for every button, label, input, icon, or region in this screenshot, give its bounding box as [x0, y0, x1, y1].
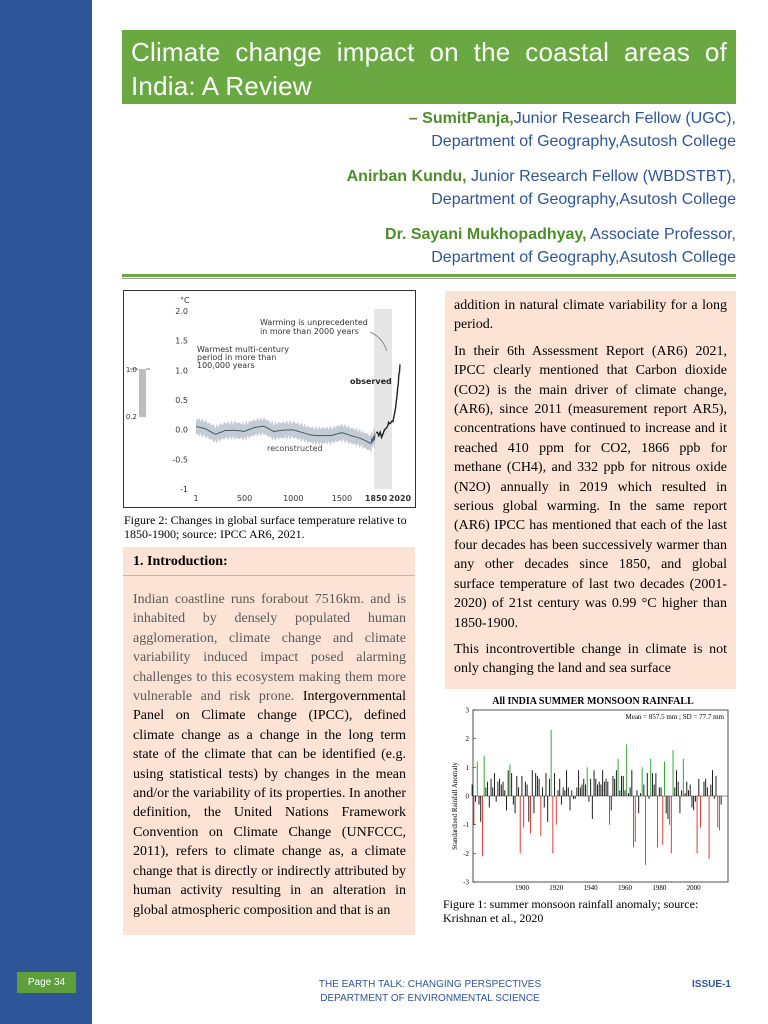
- rainfall-bar: [717, 796, 718, 828]
- footer-line-1: THE EARTH TALK: CHANGING PERSPECTIVES: [318, 979, 542, 990]
- rainfall-bar: [597, 785, 598, 796]
- rainfall-bar: [570, 796, 571, 810]
- rainfall-bar: [539, 779, 540, 796]
- rainfall-bar: [544, 796, 545, 807]
- rainfall-bar: [705, 779, 706, 796]
- rainfall-bar: [604, 782, 605, 796]
- rainfall-bar: [568, 787, 569, 796]
- rainfall-bar: [685, 793, 686, 796]
- rainfall-bar: [497, 782, 498, 796]
- rainfall-bar: [477, 762, 478, 796]
- rainfall-bar: [690, 785, 691, 796]
- rainfall-bar: [472, 785, 473, 796]
- author-role: Junior Research Fellow (WBDSTBT),: [466, 168, 736, 185]
- rainfall-bar: [520, 796, 521, 853]
- rainfall-bar: [707, 787, 708, 796]
- rainfall-y-tick: 1: [465, 763, 469, 772]
- section-divider: [123, 575, 415, 576]
- rainfall-x-tick: 1940: [583, 884, 598, 892]
- author-name: Anirban Kundu,: [346, 168, 467, 185]
- rainfall-bar: [499, 779, 500, 796]
- rainfall-bar: [571, 790, 572, 796]
- author-dept: Department of Geography,Asutosh College: [431, 133, 736, 150]
- figure-temperature-chart: [123, 290, 416, 508]
- rainfall-bar: [697, 796, 698, 853]
- x-tick-label: 1850: [364, 494, 388, 503]
- rainfall-bar: [583, 779, 584, 796]
- rainfall-bar: [558, 790, 559, 796]
- rainfall-bar: [637, 790, 638, 796]
- rainfall-bar: [473, 796, 474, 825]
- rainfall-bar: [635, 796, 636, 842]
- y-tick-label: 0.5: [175, 396, 188, 405]
- rainfall-bar: [645, 796, 646, 865]
- rainfall-bar: [650, 759, 651, 796]
- intro-text-grey: Indian coastline runs forabout 7516km. and is inhabited by densely populated human agglomeration, climate change and climate variability induced impact posed alarming challenges to this ecosystem making them more vulnerable and risk prone.: [133, 592, 406, 705]
- figure-rainfall-chart: [443, 690, 738, 896]
- rainfall-bar: [626, 744, 627, 796]
- rainfall-bar: [576, 787, 577, 796]
- y-tick-label: -1: [180, 485, 188, 494]
- x-tick-label: 500: [236, 494, 253, 503]
- rainfall-bar: [625, 790, 626, 796]
- rainfall-bar: [494, 773, 495, 796]
- y-tick-label: 2.0: [175, 307, 188, 316]
- rainfall-bar: [489, 796, 490, 807]
- rainfall-x-tick: 1960: [617, 884, 632, 892]
- rainfall-bar: [638, 796, 639, 813]
- article-title: [131, 35, 727, 103]
- rainfall-bar: [542, 787, 543, 796]
- rainfall-bar: [602, 770, 603, 796]
- rainfall-bar: [609, 796, 610, 825]
- rainfall-chart-title: All INDIA SUMMER MONSOON RAINFALL: [492, 696, 694, 707]
- rainfall-bar: [575, 796, 576, 799]
- rainfall-bar: [642, 767, 643, 796]
- author-name: Dr. Sayani Mukhopadhyay,: [385, 226, 587, 243]
- rainfall-bar: [482, 796, 483, 856]
- author-1: [176, 107, 736, 153]
- rainfall-bar: [530, 796, 531, 833]
- rainfall-bar: [678, 782, 679, 796]
- temperature-chart-svg: [124, 291, 415, 507]
- author-prefix: –: [408, 110, 423, 127]
- rainfall-bar: [594, 770, 595, 796]
- rainfall-bar: [640, 793, 641, 796]
- rainfall-bar: [487, 782, 488, 796]
- rainfall-bar: [679, 796, 680, 813]
- rainfall-bar: [501, 785, 502, 796]
- rainfall-bar: [532, 770, 533, 796]
- rainfall-bar: [506, 796, 507, 810]
- rainfall-bar: [607, 782, 608, 796]
- annotation-warmest-2: period in more than: [197, 353, 277, 362]
- annotation-unprecedented-2: in more than 2000 years: [260, 327, 359, 336]
- rainfall-bar: [475, 796, 476, 802]
- rainfall-bar: [585, 785, 586, 796]
- rainfall-bar: [479, 796, 480, 805]
- annotation-unprecedented-1: Warming is unprecedented: [260, 318, 368, 327]
- rainfall-bar: [578, 770, 579, 796]
- rainfall-bar: [671, 796, 672, 853]
- rainfall-bar: [631, 770, 632, 796]
- rainfall-bar: [556, 796, 557, 825]
- rainfall-bar: [515, 796, 516, 813]
- rainfall-bar: [518, 787, 519, 796]
- introduction-paragraph: [133, 590, 406, 920]
- rainfall-bar: [673, 750, 674, 796]
- rainfall-x-tick: 1920: [549, 884, 564, 892]
- rainfall-bar: [563, 787, 564, 796]
- rainfall-bar: [688, 790, 689, 796]
- rainfall-y-tick: -3: [463, 878, 469, 887]
- rainfall-bar: [587, 767, 588, 796]
- rainfall-bar: [599, 782, 600, 796]
- x-tick-label: 1500: [331, 494, 353, 503]
- rainfall-bar: [491, 779, 492, 796]
- rainfall-bar: [700, 796, 701, 828]
- x-tick-label: 1: [193, 494, 199, 503]
- rainfall-bar: [674, 787, 675, 796]
- rainfall-bar: [508, 770, 509, 796]
- rainfall-bar: [712, 770, 713, 796]
- rainfall-bar: [633, 796, 634, 848]
- rainfall-bar: [657, 796, 658, 848]
- rainfall-bar: [590, 779, 591, 796]
- rainfall-bar: [523, 796, 524, 828]
- section-heading: 1. Introduction:: [133, 554, 228, 569]
- rainfall-bar: [654, 785, 655, 796]
- rainfall-bar: [480, 796, 481, 822]
- rainfall-bar: [592, 796, 593, 819]
- rainfall-bar: [561, 796, 562, 805]
- rainfall-bar: [618, 759, 619, 796]
- rainfall-bar: [533, 796, 534, 813]
- issue-label: ISSUE-1: [692, 979, 731, 990]
- rainfall-y-tick: 0: [465, 792, 469, 801]
- author-role: Junior Research Fellow (UGC),: [513, 110, 736, 127]
- rainfall-bar: [623, 776, 624, 796]
- rainfall-bar: [606, 779, 607, 796]
- rainfall-bar: [652, 773, 653, 796]
- rainfall-bar: [573, 796, 574, 799]
- rainfall-x-tick: 1980: [652, 884, 667, 892]
- rainfall-bar: [659, 787, 660, 796]
- rainfall-y-tick: 3: [465, 706, 469, 715]
- rainfall-bar: [693, 796, 694, 810]
- introduction-section: [123, 547, 415, 935]
- rainfall-bar: [504, 790, 505, 796]
- rainfall-bar: [516, 776, 517, 796]
- rainfall-bar: [709, 796, 710, 859]
- title-banner: [122, 30, 736, 104]
- rainfall-bar: [484, 756, 485, 796]
- rainfall-y-tick: -1: [463, 821, 469, 830]
- rainfall-bar: [719, 796, 720, 830]
- rainfall-bar: [619, 790, 620, 796]
- y-tick-label: 1.5: [175, 336, 188, 346]
- rainfall-x-tick: 1900: [514, 884, 529, 892]
- rainfall-bar: [485, 787, 486, 796]
- rainfall-bar: [511, 773, 512, 796]
- y-tick-label: 0.0: [175, 425, 188, 435]
- rainfall-bar: [559, 779, 560, 796]
- annotation-warmest-3: 100,000 years: [197, 361, 255, 370]
- author-3: [176, 223, 736, 269]
- author-dept: Department of Geography,Asutosh College: [431, 249, 736, 266]
- rainfall-bar: [616, 770, 617, 796]
- title-line-2: India: A Review: [131, 71, 312, 101]
- rainfall-chart-svg: [443, 690, 738, 896]
- rainfall-bar: [552, 796, 553, 853]
- rainfall-bar: [540, 796, 541, 836]
- observed-label: observed: [350, 377, 392, 386]
- rainfall-bar: [554, 773, 555, 796]
- rainfall-bar: [695, 796, 696, 802]
- y-tick-label: 1.0: [175, 366, 188, 376]
- rainfall-bar: [681, 790, 682, 796]
- rainfall-bar: [710, 785, 711, 796]
- rainfall-bar: [667, 796, 668, 819]
- rainfall-bar: [643, 785, 644, 796]
- rainfall-bar: [611, 796, 612, 810]
- y-unit-label: °C: [180, 296, 190, 305]
- author-name: SumitPanja,: [422, 110, 514, 127]
- rainfall-bar: [513, 796, 514, 805]
- divider-green: [122, 274, 736, 277]
- rainfall-bar: [549, 779, 550, 796]
- rainfall-annotation: Mean = 857.5 mm ; SD = 77.7 mm: [625, 713, 724, 721]
- divider-grey: [122, 278, 736, 279]
- right-column-text: [445, 291, 736, 689]
- title-line-1: Climate change impact on the coastal areas of: [131, 37, 727, 67]
- rainfall-y-tick: -2: [463, 849, 469, 858]
- rainfall-bar: [535, 773, 536, 796]
- rainfall-bar: [676, 770, 677, 796]
- side-label-bottom: 0.2: [125, 413, 137, 421]
- rainfall-bar: [721, 796, 722, 805]
- right-paragraph-2: In their 6th Assessment Report (AR6) 2021, IPCC clearly mentioned that Carbon dioxide (CO2) is the main driver of climate change, (AR6), since 2011 (measurement report AR5), concentrations have continued to increase and it reached 410 ppm for CO2, 1866 ppb for methane (CH4), and 332 ppb for nitrous oxide (N2O) annually in 2019 which resulted in serious global warming. In the same report (AR6) IPCC has mentioned that each of the last four decades has been successively warmer than any other decades since 1850, and global surface temperature of last two decades (2001-2020) of 21st century was 0.99 °C higher than 1850-1900.: [454, 343, 727, 631]
- rainfall-bar: [521, 776, 522, 796]
- rainfall-bar: [612, 776, 613, 796]
- right-paragraph-3: This incontrovertible change in climate is not only changing the land and sea surface: [454, 641, 727, 677]
- author-2: [176, 165, 736, 211]
- rainfall-bar: [588, 796, 589, 802]
- rainfall-bar: [537, 776, 538, 796]
- rainfall-bar: [698, 779, 699, 796]
- rainfall-bar: [649, 796, 650, 799]
- rainfall-bar: [628, 793, 629, 796]
- annotation-warmest-1: Warmest multi-century: [197, 345, 289, 354]
- side-range-bar: [139, 369, 146, 417]
- author-dept: Department of Geography,Asutosh College: [431, 191, 736, 208]
- rainfall-bar: [669, 796, 670, 825]
- rainfall-bar: [661, 787, 662, 796]
- rainfall-bar: [547, 796, 548, 822]
- intro-text-black: Intergovernmental Panel on Climate change (IPCC), defined climate change as a change in the long term state of the climate that can be identified (e.g. using statistical tests) by changes in the mean and/or the variability of its properties. In another definition, the United Nations Framework Convention on Climate Change (UNFCCC, 2011), refers to climate change as, a climate change that is directly or indirectly attributed by human activity resulting in an alteration in global atmospheric composition and that is an: [133, 689, 406, 918]
- rainfall-bar: [595, 779, 596, 796]
- rainfall-bar: [630, 787, 631, 796]
- rainfall-bar: [525, 782, 526, 796]
- footer-line-2: DEPARTMENT OF ENVIRONMENTAL SCIENCE: [320, 993, 540, 1004]
- x-tick-label: 1000: [283, 494, 304, 503]
- right-paragraph-1: addition in natural climate variability for a long period.: [454, 298, 727, 333]
- reconstructed-label: reconstructed: [267, 444, 323, 453]
- rainfall-bar: [647, 773, 648, 796]
- rainfall-bar: [580, 787, 581, 796]
- rainfall-bar: [662, 796, 663, 845]
- rainfall-bar: [714, 796, 715, 799]
- rainfall-bar: [582, 785, 583, 796]
- page-number-badge: Page 34: [17, 972, 76, 993]
- rainfall-bar: [614, 779, 615, 796]
- rainfall-bar: [564, 790, 565, 796]
- rainfall-bar: [621, 776, 622, 796]
- left-sidebar: [0, 0, 92, 1024]
- rainfall-bar: [664, 762, 665, 796]
- rainfall-bar: [683, 759, 684, 796]
- rainfall-bar: [509, 764, 510, 796]
- rainfall-bar: [666, 796, 667, 813]
- rainfall-bar: [492, 787, 493, 796]
- rainfall-bar: [546, 773, 547, 796]
- rainfall-bar: [686, 782, 687, 796]
- rainfall-bar: [716, 776, 717, 796]
- figure-2-caption: Figure 2: Changes in global surface temperature relative to 1850-1900; source: IPCC AR6, 2021.: [124, 513, 407, 541]
- rainfall-bar: [496, 796, 497, 802]
- rainfall-bar: [691, 796, 692, 807]
- rainfall-bar: [600, 785, 601, 796]
- rainfall-bar: [527, 785, 528, 796]
- y-tick-label: -0.5: [172, 455, 188, 465]
- author-role: Associate Professor,: [586, 226, 736, 243]
- x-tick-label: 2020: [388, 494, 412, 503]
- rainfall-x-tick: 2000: [686, 884, 701, 892]
- rainfall-bar: [703, 782, 704, 796]
- rainfall-bar: [528, 796, 529, 822]
- rainfall-y-tick: 2: [465, 735, 469, 744]
- side-label-top: 1.0: [125, 366, 137, 374]
- rainfall-bar: [566, 770, 567, 796]
- figure-1-caption: Figure 1: summer monsoon rainfall anomaly; source: Krishnan et al., 2020: [443, 897, 699, 925]
- rainfall-bar: [503, 782, 504, 796]
- footer: [270, 978, 590, 1006]
- author-list: [176, 107, 736, 269]
- rainfall-y-axis-label: Standardised Rainfall Anomaly: [451, 762, 459, 850]
- rainfall-bar: [551, 730, 552, 796]
- rainfall-bar: [655, 773, 656, 796]
